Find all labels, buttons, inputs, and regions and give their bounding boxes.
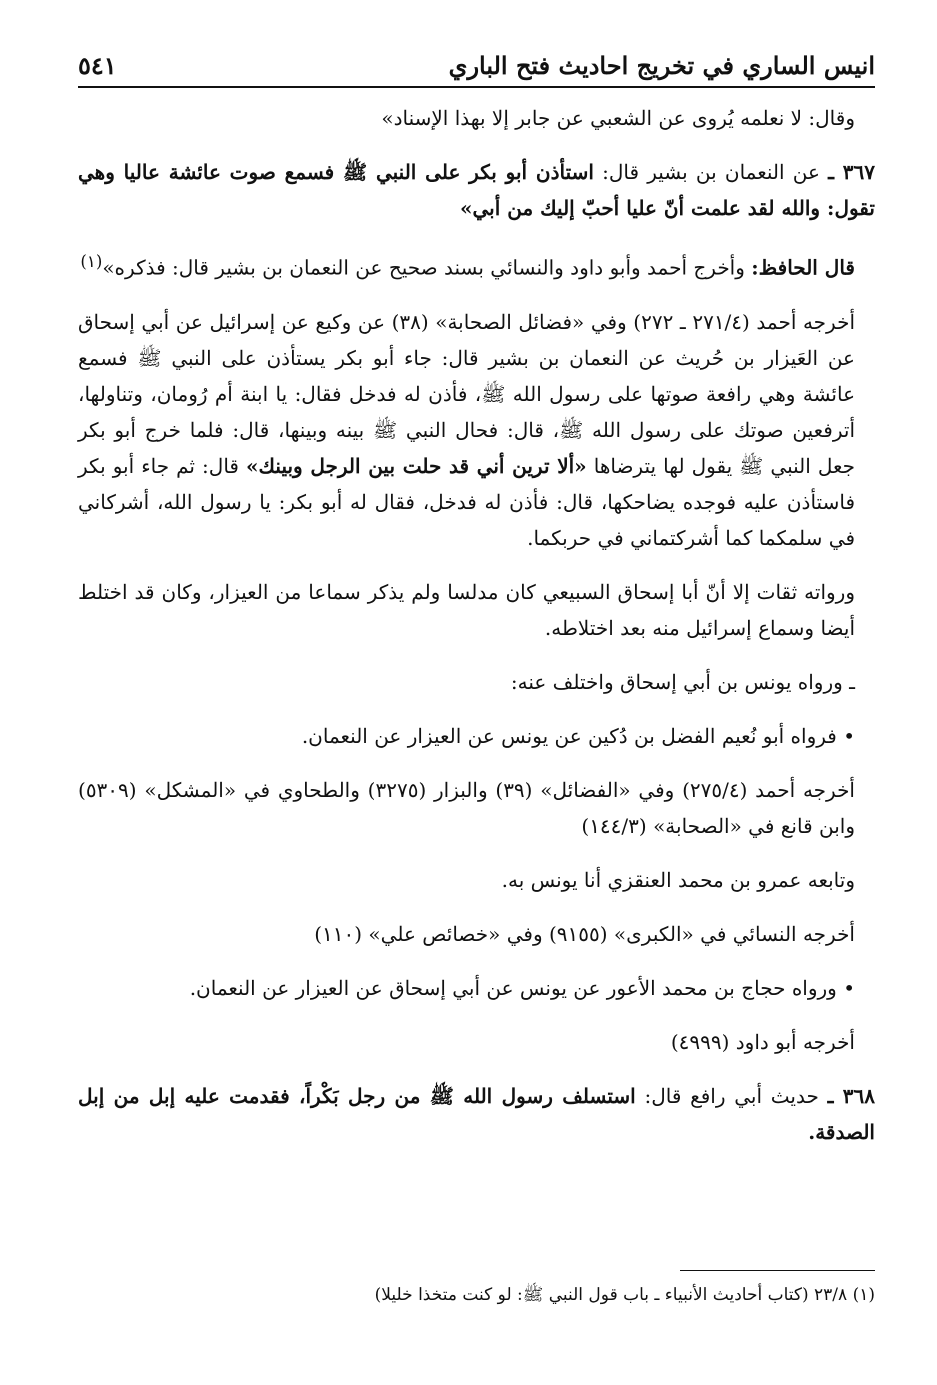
book-title: انيس الساري في تخريج احاديث فتح الباري: [448, 51, 875, 80]
footnote-marker: (١): [852, 1285, 875, 1305]
footnote: [78, 1280, 875, 1310]
bullet-2: • ورواه حجاج بن محمد الأعور عن يونس عن أبي إسحاق عن العيزار عن النعمان.: [189, 975, 855, 1000]
hadith-368: [78, 1078, 875, 1150]
header-divider: [78, 86, 875, 88]
takhrij-nasai: أخرجه النسائي في «الكبرى» (٩١٥٥) وفي «خصائص علي» (١١٠): [314, 921, 855, 946]
mutaba-paragraph: وتابعه عمرو بن محمد العنقزي أنا يونس به.: [501, 867, 855, 892]
hafiz-text: وأخرج أحمد وأبو داود والنسائي بسند صحيح عن النعمان بن بشير قال: فذكره»: [102, 255, 745, 280]
hadith-lead: عن النعمان بن بشير قال:: [602, 160, 820, 184]
hadith-lead: حديث أبي رافع قال:: [644, 1083, 819, 1108]
page-number: ٥٤١: [78, 51, 117, 80]
footnote-ref: (١): [80, 252, 103, 271]
running-header: [78, 40, 875, 80]
main-text: [78, 100, 875, 1168]
hadith-number: ٣٦٧ ـ: [828, 160, 876, 184]
hafiz-label: قال الحافظ:: [751, 255, 855, 280]
bullet-1: • فرواه أبو نُعيم الفضل بن دُكين عن يونس عن العيزار عن النعمان.: [301, 723, 855, 748]
hafiz-statement: [78, 244, 875, 286]
hadith-number: ٣٦٨ ـ: [827, 1083, 876, 1108]
takhrij-abudawud: أخرجه أبو داود (٤٩٩٩): [670, 1029, 855, 1054]
narrators-paragraph: ورواته ثقات إلا أنّ أبا إسحاق السبيعي كان مدلسا ولم يذكر سماعا من العيزار، وكان قد اختلط أيضا وسماع إسرائيل منه بعد اختلاطه.: [78, 579, 855, 640]
quote-bold: «ألا ترين أني قد حلت بين الرجل وبينك»: [246, 453, 587, 478]
hadith-367: [78, 154, 875, 226]
footnote-text: ٢٣/٨ (كتاب أحاديث الأنبياء ـ باب قول النبي ﷺ: لو كنت متخذا خليلا): [374, 1285, 848, 1305]
yunus-paragraph: ـ ورواه يونس بن أبي إسحاق واختلف عنه:: [510, 669, 855, 694]
takhrij-paragraph: أخرجه أحمد (٢٧١/٤ ـ ٢٧٢) وفي «فضائل الصحابة» (٣٨) عن وكيع عن إسرائيل عن أبي إسحاق عن العَيزار بن حُريث عن النعمان بن بشير قال: جاء أبو بكر يستأذن على النبي ﷺ فسمع عائشة وهي رافعة صوتها على رسول الله ﷺ، فأذن له فدخل فقال: يا ابنة أم رُومان، وتناولها، أترفعين صوتك على رسول الله ﷺ، قال: فحال النبي ﷺ بينه وبينها، قال: فلما خرج أبو بكر جعل النبي ﷺ يقول لها يترضاها «ألا ترين أني قد حلت بين الرجل وبينك» قال: ثم جاء أبو بكر فاستأذن عليه فوجده يضاحكها، قال: فأذن له فدخل، فقال له أبو بكر: يا رسول الله، أشركاني في سلمكما كما أشركتماني في حربكما.: [78, 309, 856, 550]
paragraph-1: وقال: لا نعلمه يُروى عن الشعبي عن جابر إلا بهذا الإسناد»: [381, 106, 855, 130]
footnote-divider: [680, 1270, 875, 1271]
hadith-text: استسلف رسول الله ﷺ من رجل بَكْراً، فقدمت عليه إبل من إبل الصدقة.: [78, 1083, 875, 1144]
takhrij-ahmad: أخرجه أحمد (٢٧٥/٤) وفي «الفضائل» (٣٩) والبزار (٣٢٧٥) والطحاوي في «المشكل» (٥٣٠٩) وابن قانع في «الصحابة» (١٤٤/٣): [78, 777, 855, 838]
hadith-text: استأذن أبو بكر على النبي ﷺ فسمع صوت عائشة عاليا وهي تقول: والله لقد علمت أنّ عليا أحبّ إليك من أبي»: [78, 160, 875, 220]
